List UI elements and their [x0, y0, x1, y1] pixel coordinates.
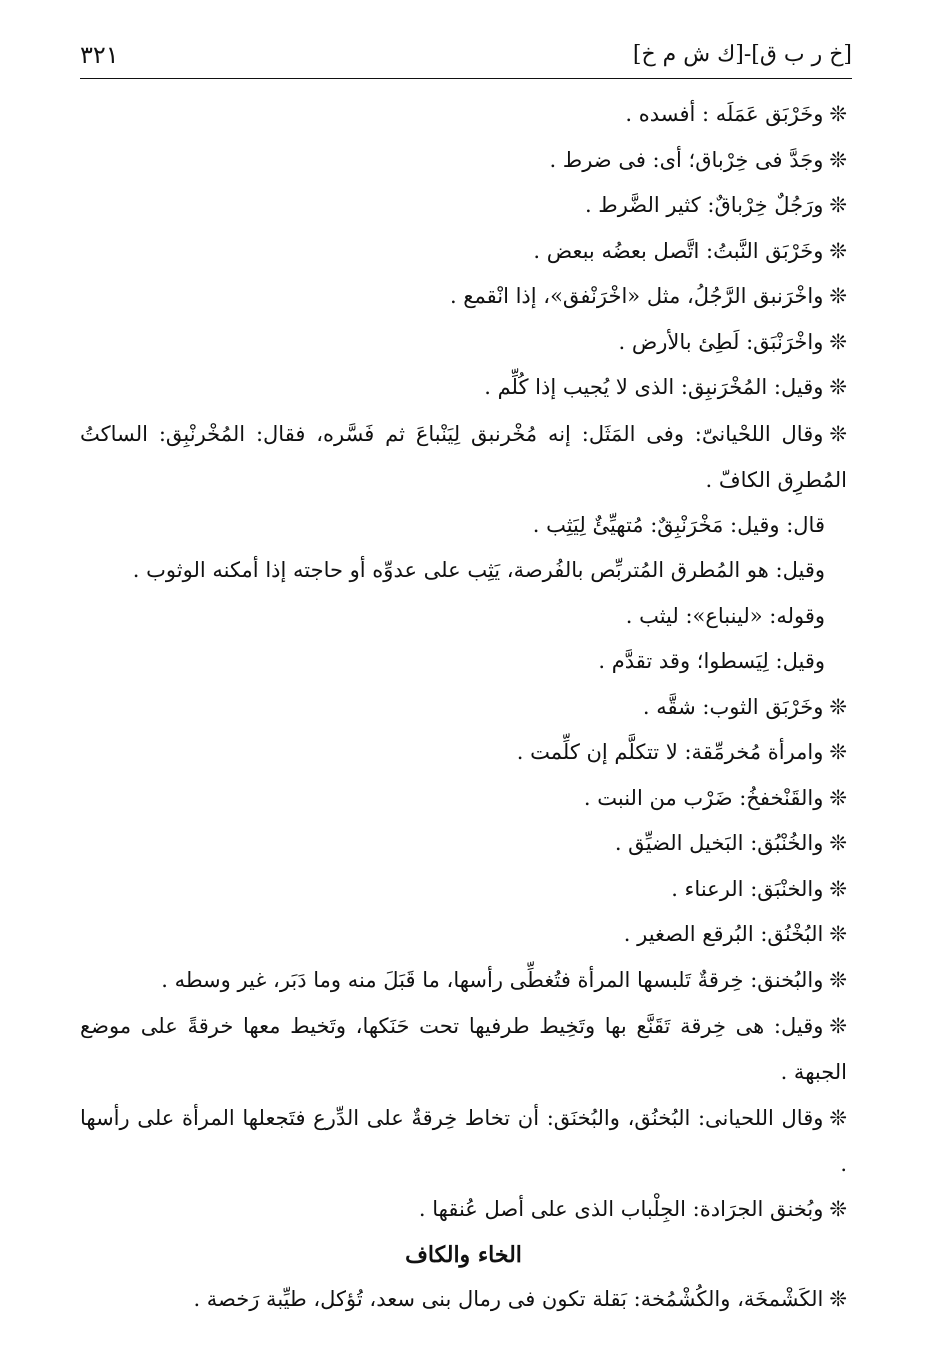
entry-text: والخنْبَق: الرعناء . [671, 876, 824, 901]
asterism-icon: ❊ [829, 238, 847, 263]
entry-text: الكَشْمخَة، والكُشْمُخة: بَقلة تكون فى رمال بنى سعد، تُؤكل، طيِّبة رَخصة . [193, 1286, 824, 1311]
entry [80, 1003, 847, 1095]
entry-text: وامرأة مُخرمِّقة: لا تتكلَّم إن كلِّمت . [516, 740, 824, 764]
entry-text: واخْرَنبق الرَّجُلُ، مثل «اخْرَنْفق»، إذا انْقمع . [449, 284, 824, 308]
asterism-icon: ❊ [829, 740, 847, 764]
entry-text: وقال اللحيانى: البُخنُق، والبُخنَق: أن تخاط خِرقةٌ على الدِّرع فتَجعلها المرأة على رأسها . [80, 1106, 847, 1176]
asterism-icon: ❊ [829, 876, 847, 901]
asterism-icon: ❊ [829, 1286, 847, 1311]
asterism-icon: ❊ [829, 785, 847, 810]
running-head: [خ ر ب ق]-[ك ش م خ] [632, 42, 852, 67]
entry [80, 503, 847, 549]
entry [80, 821, 847, 867]
entry [80, 867, 847, 913]
asterism-icon: ❊ [829, 694, 847, 719]
asterism-icon: ❊ [829, 922, 847, 946]
entry [80, 92, 847, 138]
entry-text: البُخْنُق: البُرقع الصغير . [623, 922, 824, 946]
entry [80, 1277, 847, 1323]
entry-text: وقيل: المُخْرَنبِق: الذى لا يُجيب إذا كُلِّم . [484, 375, 824, 399]
asterism-icon: ❊ [829, 831, 847, 855]
entry-text: وقيل: لِيَسطوا؛ وقد تقدَّم . [598, 649, 825, 673]
asterism-icon: ❊ [829, 329, 847, 354]
entry-text: وقال اللحْيانىّ: وفى المَثَل: إنه مُخْرنبق لِيَنْباعَ ثم فَسَّره، فقال: المُخْرنْبِق: الساكتُ المُطرِق الكافّ . [80, 421, 847, 492]
entry [80, 183, 847, 229]
asterism-icon: ❊ [829, 284, 847, 308]
page-body [80, 92, 847, 1322]
entry-text: قال: وقيل: مَخْرَنْبِقٌ: مُتهيِّئٌ لِيَثِب . [532, 512, 825, 537]
entry-text: وقيل: هو المُطرق المُتربِّص بالفُرصة، يَثِب على عدوِّه أو حاجته إذا أمكنه الوثوب . [132, 558, 825, 582]
entry-text: وخَرْبَق النَّبتُ: اتَّصل بعضُه ببعض . [533, 238, 824, 263]
asterism-icon: ❊ [829, 1014, 847, 1038]
entry-text: واخْرَنْبَق: لَطِئ بالأرض . [618, 329, 824, 354]
entry-text: والبُخنق: خِرقةٌ تَلبسها المرأة فتُغطِّى رأسها، ما قَبَلَ منه وما دَبَر، غير وسطه . [161, 967, 824, 992]
entry [80, 365, 847, 411]
entry [80, 776, 847, 822]
entry [80, 730, 847, 776]
entry [80, 320, 847, 366]
entry-text: وخَرْبَق الثوب: شقَّه . [642, 694, 824, 719]
entry [80, 1187, 847, 1233]
page-number: ٣٢١ [80, 41, 119, 69]
entry-text: والخُنْبُق: البَخيل الضيِّق . [614, 831, 824, 855]
entry [80, 912, 847, 958]
asterism-icon: ❊ [829, 375, 847, 399]
asterism-icon: ❊ [829, 193, 847, 217]
asterism-icon: ❊ [829, 421, 847, 446]
entry [80, 274, 847, 320]
entry [80, 958, 847, 1004]
asterism-icon: ❊ [829, 1106, 847, 1130]
section-heading: الخاء والكاف [405, 1241, 522, 1268]
entry [80, 594, 847, 640]
entry-text: وقيل: هى خِرقة تَقَنَّع بها وتَخِيط طرفيها تحت حَنَكها، وتَخيط معها خرقةً على موضع الجبهة . [80, 1014, 847, 1084]
entry [80, 1095, 847, 1187]
entry-text: والقَنْخفخُ: ضَرْب من النبت . [583, 785, 824, 810]
asterism-icon: ❊ [829, 102, 847, 126]
page-header [80, 38, 852, 78]
entry-text: وقوله: «لينباع»: ليثب . [625, 603, 825, 628]
header-divider [80, 78, 852, 79]
entry [80, 548, 847, 594]
entry [80, 411, 847, 503]
entry [80, 639, 847, 685]
entry-text: ورَجُلٌ خِرْباقٌ: كثير الضَّرط . [584, 193, 824, 217]
asterism-icon: ❊ [829, 1197, 847, 1221]
asterism-icon: ❊ [829, 147, 847, 172]
entry-text: وجَدَّ فى خِرْباق؛ أى: فى ضرط . [549, 147, 824, 172]
entry [80, 229, 847, 275]
entry [80, 138, 847, 184]
entry [80, 685, 847, 731]
entry-text: وبُخنق الجرَادة: الجِلْباب الذى على أصل عُنقها . [418, 1197, 824, 1221]
entry-text: وخَرْبَق عَمَلَه : أفسده . [625, 102, 824, 126]
asterism-icon: ❊ [829, 967, 847, 992]
